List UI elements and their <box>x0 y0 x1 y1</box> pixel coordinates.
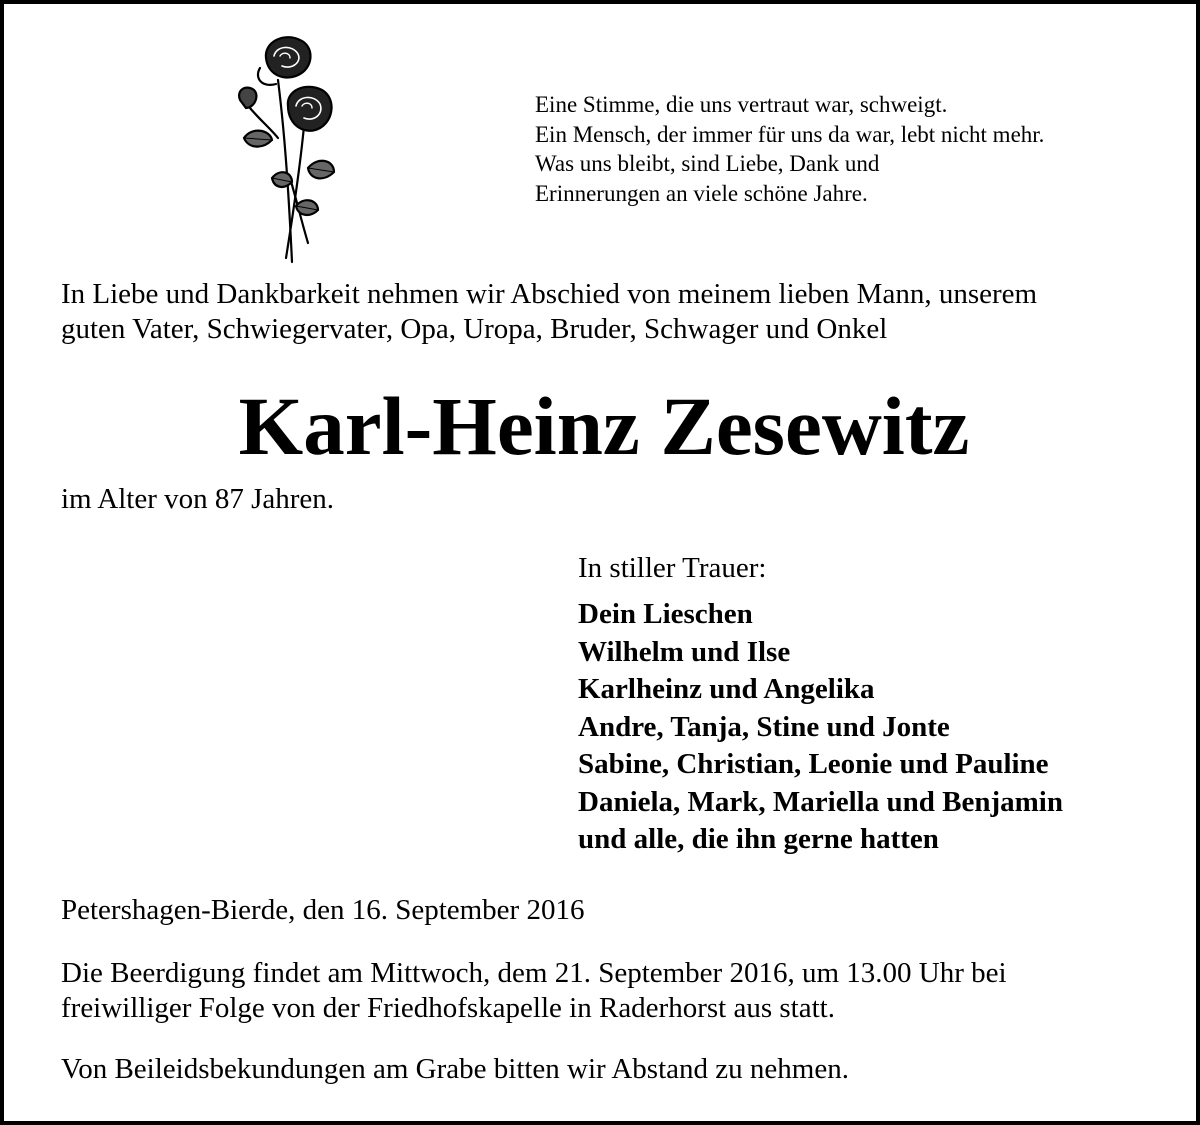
mourner-entry: und alle, die ihn gerne hatten <box>578 823 939 855</box>
deceased-name: Karl-Heinz Zesewitz <box>238 380 970 472</box>
poem-line: Ein Mensch, der immer für uns da war, lebt nicht mehr. <box>535 121 1045 147</box>
poem-block <box>535 90 1044 208</box>
funeral-line: freiwilliger Folge von der Friedhofskapelle in Raderhorst aus statt. <box>61 992 835 1024</box>
mourner-entry: Dein Lieschen <box>578 598 753 630</box>
funeral-line: Die Beerdigung findet am Mittwoch, dem 21. September 2016, um 13.00 Uhr bei <box>61 957 1007 989</box>
condolence-note: Von Beileidsbekundungen am Grabe bitten wir Abstand zu nehmen. <box>61 1053 849 1085</box>
mourner-entry: Karlheinz und Angelika <box>578 673 875 705</box>
mourner-entry: Daniela, Mark, Mariella und Benjamin <box>578 785 1063 818</box>
rose-icon <box>226 28 346 268</box>
poem-line: Erinnerungen an viele schöne Jahre. <box>535 180 868 206</box>
intro-line: guten Vater, Schwiegervater, Opa, Uropa, Bruder, Schwager und Onkel <box>61 313 888 345</box>
mourner-entry: Andre, Tanja, Stine und Jonte <box>578 710 950 743</box>
mourner-entry: Wilhelm und Ilse <box>578 635 791 668</box>
deceased-age: im Alter von 87 Jahren. <box>61 483 335 515</box>
mourners-list <box>578 596 1063 859</box>
funeral-info <box>61 956 1007 1026</box>
intro-line: In Liebe und Dankbarkeit nehmen wir Abschied von meinem lieben Mann, unserem <box>61 278 1038 310</box>
poem-line: Eine Stimme, die uns vertraut war, schweigt. <box>535 92 948 117</box>
mourner-entry: Sabine, Christian, Leonie und Pauline <box>578 748 1049 780</box>
place-date: Petershagen-Bierde, den 16. September 2016 <box>61 894 585 926</box>
mourning-heading: In stiller Trauer: <box>578 552 767 584</box>
farewell-intro <box>61 277 1037 347</box>
poem-line: Was uns bleibt, sind Liebe, Dank und <box>535 151 880 176</box>
